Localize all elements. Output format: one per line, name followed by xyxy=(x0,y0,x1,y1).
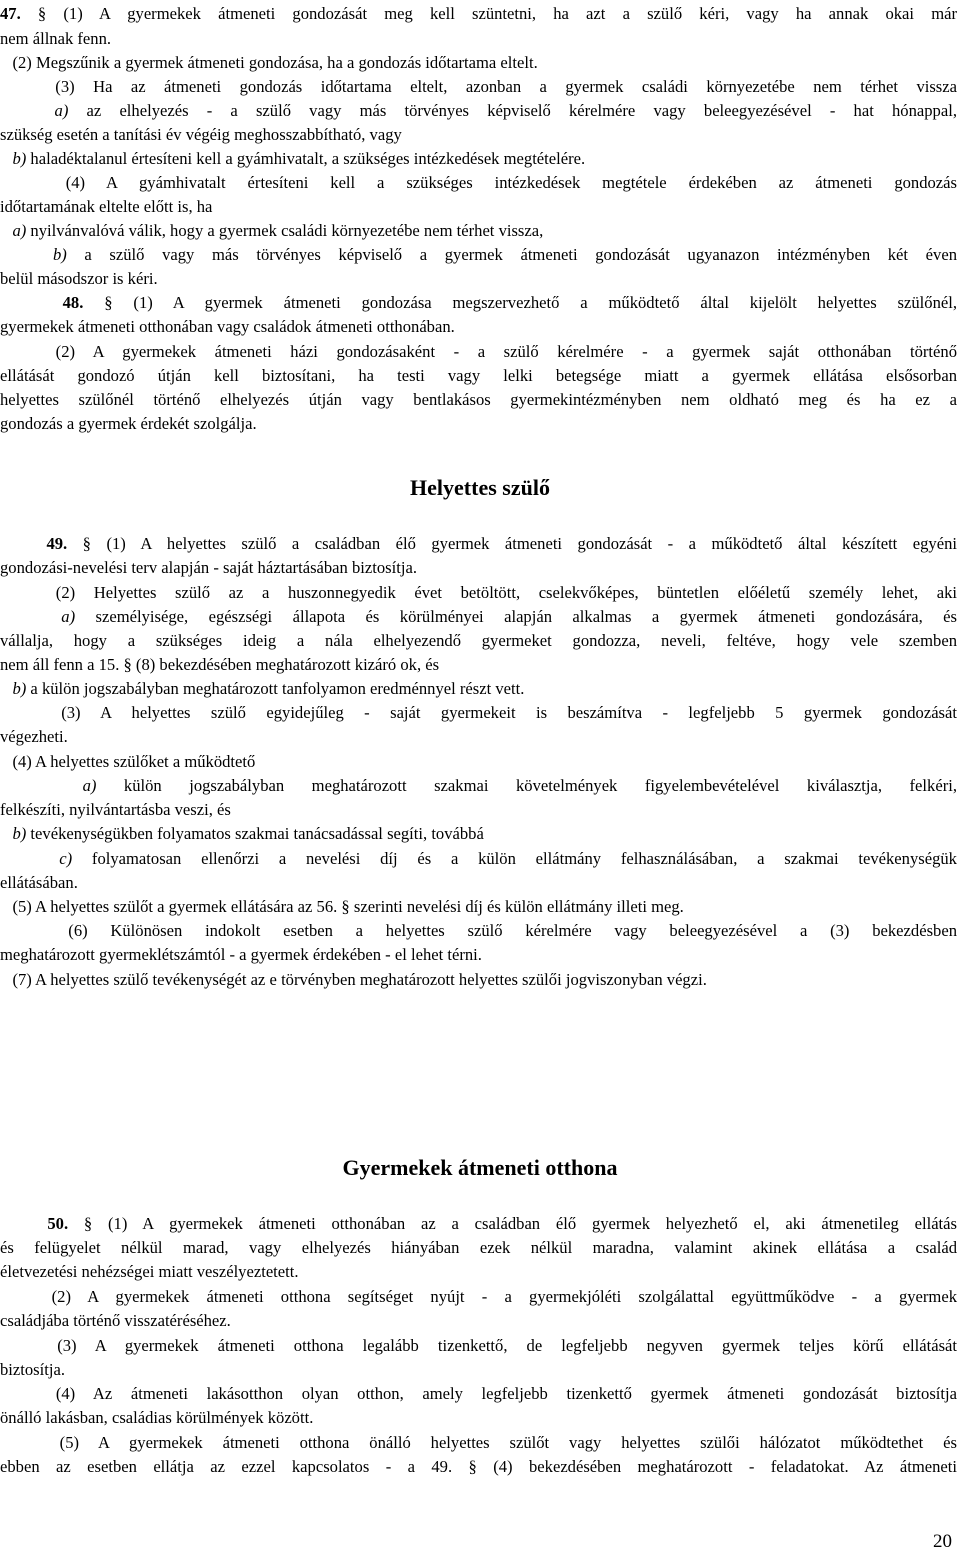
section-heading-helyettes-szulo: Helyettes szülő xyxy=(410,475,550,500)
section-number: 48. xyxy=(62,293,84,312)
text-run: (3) A gyermekek átmeneti otthona legalább tizenkettő, de legfeljebb negyven gyermek teljes körű ellátását xyxy=(0,1336,957,1355)
text-run: önálló lakásban, családias körülmények között. xyxy=(0,1408,314,1427)
text-run: nyilvánvalóvá válik, hogy a gyermek családi környezetébe nem térhet vissza, xyxy=(26,221,544,240)
text-run: szükség esetén a tanítási év végéig meghosszabbítható, vagy xyxy=(0,125,402,144)
point-letter: b) xyxy=(12,149,27,168)
point-letter: a) xyxy=(12,221,27,240)
text-run: és felügyelet nélkül marad, vagy elhelyezés hiányában ezek nélkül maradna, valamint akinek ellátása a család xyxy=(0,1238,957,1257)
text-run xyxy=(0,849,59,868)
text-run xyxy=(0,101,55,120)
section-number: 47. xyxy=(0,4,21,23)
text-run: a külön jogszabályban meghatározott tanfolyamon eredménnyel részt vett. xyxy=(26,679,525,698)
text-run: (2) A gyermekek átmeneti otthona segítséget nyújt - a gyermekjóléti szolgálattal együttműködve - a gyermek xyxy=(0,1287,957,1306)
text-run: meghatározott gyermeklétszámtól - a gyermek érdekében - el lehet térni. xyxy=(0,945,482,964)
text-line xyxy=(0,1432,957,1454)
text-run: gyermekek átmeneti otthonában vagy családok átmeneti otthonában. xyxy=(0,317,455,336)
text-run: § (1) A gyermek átmeneti gondozása megszervezhető a működtető által kijelölt helyettes szülőnél, xyxy=(83,293,957,312)
text-line xyxy=(0,630,957,652)
section-number: 50. xyxy=(47,1214,69,1233)
text-run: helyettes szülőnél történő elhelyezés útján vagy bentlakásos gyermekintézményben nem oldható meg és ha ez a xyxy=(0,390,957,409)
text-line xyxy=(0,124,402,146)
text-line xyxy=(0,268,158,290)
text-run: § (1) A gyermekek átmeneti gondozását meg kell szüntetni, ha azt a szülő kéri, vagy ha annak okai már xyxy=(20,4,957,23)
text-line xyxy=(0,1359,65,1381)
text-run: (6) Különösen indokolt esetben a helyettes szülő kérelmére vagy beleegyezésével a (3) bekezdésben xyxy=(0,921,957,940)
text-run xyxy=(0,679,12,698)
text-line xyxy=(0,1335,957,1357)
text-line xyxy=(0,1407,313,1429)
text-line xyxy=(0,1213,957,1235)
text-run: (3) Ha az átmeneti gondozás időtartama eltelt, azonban a gyermek családi környezetébe nem térhet vissza xyxy=(0,77,957,96)
text-line xyxy=(0,654,439,676)
text-run: belül másodszor is kéri. xyxy=(0,269,158,288)
text-run xyxy=(0,1214,47,1233)
text-run xyxy=(0,607,61,626)
text-line xyxy=(0,726,68,748)
section-heading-gyermekek-atmeneti-otthona: Gyermekek átmeneti otthona xyxy=(342,1155,618,1180)
text-line xyxy=(0,292,957,314)
text-line xyxy=(0,413,257,435)
text-run: § (1) A gyermekek átmeneti otthonában az a családban élő gyermek helyezhető el, aki átmenetileg ellátás xyxy=(68,1214,957,1233)
text-run: haladéktalanul értesíteni kell a gyámhivatalt, a szükséges intézkedések megtételére. xyxy=(26,149,586,168)
text-run: (2) Megszűnik a gyermek átmeneti gondozása, ha a gondozás időtartama eltelt. xyxy=(0,53,538,72)
text-line xyxy=(0,365,957,387)
text-line xyxy=(0,944,482,966)
text-run: (4) A gyámhivatalt értesíteni kell a szükséges intézkedések megtétele érdekében az átmeneti gondozás xyxy=(0,173,957,192)
text-line xyxy=(0,1237,957,1259)
text-line xyxy=(0,606,957,628)
text-run: gondozási-nevelési terv alapján - saját háztartásában biztosítja. xyxy=(0,558,417,577)
text-line xyxy=(0,52,538,74)
text-line xyxy=(0,3,957,25)
text-line xyxy=(0,244,957,266)
text-run: biztosítja. xyxy=(0,1360,65,1379)
text-run xyxy=(0,534,46,553)
text-line xyxy=(0,316,455,338)
text-run: gondozás a gyermek érdekét szolgálja. xyxy=(0,414,257,433)
text-run: időtartamának eltelte előtt is, ha xyxy=(0,197,213,216)
text-run: (2) Helyettes szülő az a huszonnegyedik évet betöltött, cselekvőképes, büntetlen előéletű személy lehet, aki xyxy=(0,583,957,602)
text-line xyxy=(0,341,957,363)
text-line xyxy=(0,1456,957,1478)
section-number: 49. xyxy=(46,534,68,553)
text-line xyxy=(0,848,957,870)
text-run xyxy=(0,245,53,264)
text-line xyxy=(0,28,111,50)
text-run: (3) A helyettes szülő egyidejűleg - saját gyermekeit is beszámítva - legfeljebb 5 gyermek gondozását xyxy=(0,703,957,722)
text-run xyxy=(0,824,12,843)
text-line xyxy=(0,557,417,579)
text-run xyxy=(0,776,83,795)
point-letter: a) xyxy=(54,101,69,120)
text-line xyxy=(0,920,957,942)
text-line xyxy=(0,872,78,894)
text-run: felkészíti, nyilvántartásba veszi, és xyxy=(0,800,231,819)
text-line xyxy=(0,533,957,555)
text-line xyxy=(0,799,231,821)
text-run: az elhelyezés - a szülő vagy más törvényes képviselő kérelmére vagy beleegyezésével - hat hónappal, xyxy=(68,101,957,120)
text-run: életvezetési nehézségei miatt veszélyeztetett. xyxy=(0,1262,299,1281)
text-run: (5) A gyermekek átmeneti otthona önálló helyettes szülőt vagy helyettes szülői hálózatot működtethet és xyxy=(0,1433,957,1452)
point-letter: a) xyxy=(61,607,76,626)
text-run: (4) A helyettes szülőket a működtető xyxy=(0,752,256,771)
text-line xyxy=(0,582,957,604)
text-run: személyisége, egészségi állapota és körülményei alapján alkalmas a gyermek átmeneti gondozására, és xyxy=(75,607,957,626)
text-run xyxy=(0,221,12,240)
text-line xyxy=(0,1383,957,1405)
text-line xyxy=(0,389,957,411)
text-line xyxy=(0,1261,299,1283)
text-line xyxy=(0,172,957,194)
text-line xyxy=(0,148,585,170)
text-line xyxy=(0,1310,231,1332)
text-run: külön jogszabályban meghatározott szakmai követelmények figyelembevételével kiválasztja, felkéri, xyxy=(96,776,957,795)
text-line xyxy=(0,751,255,773)
text-run xyxy=(0,149,12,168)
text-run xyxy=(0,293,63,312)
point-letter: a) xyxy=(82,776,97,795)
text-line xyxy=(0,896,684,918)
text-line xyxy=(0,100,957,122)
point-letter: c) xyxy=(59,849,73,868)
text-run: nem állnak fenn. xyxy=(0,29,112,48)
text-line xyxy=(0,678,524,700)
point-letter: b) xyxy=(12,824,27,843)
text-run: (4) Az átmeneti lakásotthon olyan otthon, amely legfeljebb tizenkettő gyermek átmeneti gondozását biztosítja xyxy=(0,1384,957,1403)
text-line xyxy=(0,823,484,845)
text-run: a szülő vagy más törvényes képviselő a gyermek átmeneti gondozását ugyanazon intézményben két éven xyxy=(66,245,957,264)
text-run: folyamatosan ellenőrzi a nevelési díj és a külön ellátmány felhasználásában, a szakmai tevékenységük xyxy=(72,849,957,868)
text-line xyxy=(0,702,957,724)
text-line xyxy=(0,775,957,797)
text-line xyxy=(0,76,957,98)
point-letter: b) xyxy=(12,679,27,698)
text-run: (5) A helyettes szülőt a gyermek ellátására az 56. § szerinti nevelési díj és külön ellátmány illeti meg. xyxy=(0,897,684,916)
text-run: végezheti. xyxy=(0,727,68,746)
page-number: 20 xyxy=(933,1531,952,1552)
text-run: tevékenységükben folyamatos szakmai tanácsadással segíti, továbbá xyxy=(26,824,484,843)
text-run: ellátásában. xyxy=(0,873,78,892)
text-run: § (1) A helyettes szülő a családban élő gyermek átmeneti gondozását - a működtető által készített egyéni xyxy=(67,534,957,553)
text-run: ebben az esetben ellátja az ezzel kapcsolatos - a 49. § (4) bekezdésében meghatározott - feladatokat. Az átmeneti xyxy=(0,1457,957,1476)
point-letter: b) xyxy=(52,245,67,264)
text-run: nem áll fenn a 15. § (8) bekezdésében meghatározott kizáró ok, és xyxy=(0,655,440,674)
text-line xyxy=(0,969,707,991)
text-run: ellátását gondozó útján kell biztosítani, ha testi vagy lelki betegsége miatt a gyermek ellátása elsősorban xyxy=(0,366,957,385)
text-line xyxy=(0,1286,957,1308)
text-run: (7) A helyettes szülő tevékenységét az e törvényben meghatározott helyettes szülői jogviszonyban végzi. xyxy=(0,970,707,989)
text-run: családjába történő visszatéréséhez. xyxy=(0,1311,231,1330)
text-line xyxy=(0,196,212,218)
text-run: (2) A gyermekek átmeneti házi gondozásaként - a szülő kérelmére - a gyermek saját otthonában történő xyxy=(0,342,957,361)
text-run: vállalja, hogy a szükséges ideig a nála elhelyezendő gyermeket gondozza, neveli, feltéve, hogy vele szemben xyxy=(0,631,957,650)
text-line xyxy=(0,220,543,242)
